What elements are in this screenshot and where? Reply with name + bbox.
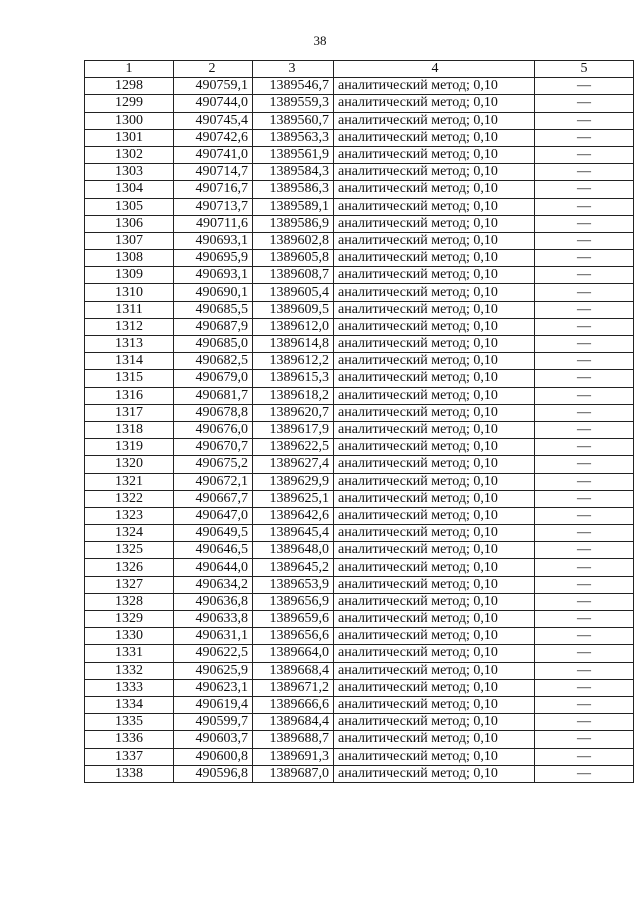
y-coordinate-cell: 1389546,7 — [253, 78, 334, 95]
point-number-cell: 1314 — [85, 353, 174, 370]
point-number-cell: 1306 — [85, 215, 174, 232]
table-row — [85, 353, 634, 370]
y-coordinate-cell: 1389659,6 — [253, 611, 334, 628]
point-number-cell: 1308 — [85, 250, 174, 267]
x-coordinate-cell: 490646,5 — [174, 542, 253, 559]
point-number-cell: 1310 — [85, 284, 174, 301]
table-row — [85, 525, 634, 542]
point-number-cell: 1329 — [85, 611, 174, 628]
method-cell: аналитический метод; 0,10 — [334, 576, 535, 593]
note-cell: — — [535, 748, 634, 765]
method-cell: аналитический метод; 0,10 — [334, 250, 535, 267]
method-cell: аналитический метод; 0,10 — [334, 593, 535, 610]
x-coordinate-cell: 490603,7 — [174, 731, 253, 748]
y-coordinate-cell: 1389691,3 — [253, 748, 334, 765]
table-row — [85, 473, 634, 490]
method-cell: аналитический метод; 0,10 — [334, 696, 535, 713]
table-row — [85, 336, 634, 353]
x-coordinate-cell: 490742,6 — [174, 129, 253, 146]
note-cell: — — [535, 662, 634, 679]
method-cell: аналитический метод; 0,10 — [334, 748, 535, 765]
x-coordinate-cell: 490678,8 — [174, 404, 253, 421]
note-cell: — — [535, 112, 634, 129]
x-coordinate-cell: 490687,9 — [174, 318, 253, 335]
note-cell: — — [535, 559, 634, 576]
note-cell: — — [535, 421, 634, 438]
note-cell: — — [535, 507, 634, 524]
table-row — [85, 78, 634, 95]
method-cell: аналитический метод; 0,10 — [334, 232, 535, 249]
x-coordinate-cell: 490649,5 — [174, 525, 253, 542]
method-cell: аналитический метод; 0,10 — [334, 267, 535, 284]
x-coordinate-cell: 490714,7 — [174, 164, 253, 181]
x-coordinate-cell: 490693,1 — [174, 267, 253, 284]
table-row — [85, 301, 634, 318]
table-row — [85, 628, 634, 645]
y-coordinate-cell: 1389645,4 — [253, 525, 334, 542]
point-number-cell: 1330 — [85, 628, 174, 645]
y-coordinate-cell: 1389668,4 — [253, 662, 334, 679]
table-body — [85, 78, 634, 783]
note-cell: — — [535, 353, 634, 370]
x-coordinate-cell: 490622,5 — [174, 645, 253, 662]
x-coordinate-cell: 490681,7 — [174, 387, 253, 404]
y-coordinate-cell: 1389642,6 — [253, 507, 334, 524]
y-coordinate-cell: 1389648,0 — [253, 542, 334, 559]
method-cell: аналитический метод; 0,10 — [334, 714, 535, 731]
y-coordinate-cell: 1389563,3 — [253, 129, 334, 146]
method-cell: аналитический метод; 0,10 — [334, 525, 535, 542]
y-coordinate-cell: 1389653,9 — [253, 576, 334, 593]
x-coordinate-cell: 490713,7 — [174, 198, 253, 215]
point-number-cell: 1325 — [85, 542, 174, 559]
note-cell: — — [535, 542, 634, 559]
table-row — [85, 542, 634, 559]
y-coordinate-cell: 1389589,1 — [253, 198, 334, 215]
method-cell: аналитический метод; 0,10 — [334, 164, 535, 181]
method-cell: аналитический метод; 0,10 — [334, 78, 535, 95]
table-row — [85, 748, 634, 765]
table-row — [85, 284, 634, 301]
column-header-1: 1 — [85, 61, 174, 78]
x-coordinate-cell: 490633,8 — [174, 611, 253, 628]
x-coordinate-cell: 490672,1 — [174, 473, 253, 490]
method-cell: аналитический метод; 0,10 — [334, 765, 535, 782]
method-cell: аналитический метод; 0,10 — [334, 198, 535, 215]
y-coordinate-cell: 1389612,0 — [253, 318, 334, 335]
table-row — [85, 611, 634, 628]
y-coordinate-cell: 1389602,8 — [253, 232, 334, 249]
point-number-cell: 1317 — [85, 404, 174, 421]
note-cell: — — [535, 336, 634, 353]
method-cell: аналитический метод; 0,10 — [334, 645, 535, 662]
method-cell: аналитический метод; 0,10 — [334, 215, 535, 232]
y-coordinate-cell: 1389608,7 — [253, 267, 334, 284]
point-number-cell: 1322 — [85, 490, 174, 507]
note-cell: — — [535, 318, 634, 335]
x-coordinate-cell: 490599,7 — [174, 714, 253, 731]
table-row — [85, 232, 634, 249]
method-cell: аналитический метод; 0,10 — [334, 146, 535, 163]
table-row — [85, 112, 634, 129]
x-coordinate-cell: 490619,4 — [174, 696, 253, 713]
x-coordinate-cell: 490745,4 — [174, 112, 253, 129]
y-coordinate-cell: 1389617,9 — [253, 421, 334, 438]
y-coordinate-cell: 1389605,8 — [253, 250, 334, 267]
x-coordinate-cell: 490670,7 — [174, 439, 253, 456]
note-cell: — — [535, 576, 634, 593]
y-coordinate-cell: 1389627,4 — [253, 456, 334, 473]
point-number-cell: 1328 — [85, 593, 174, 610]
table-row — [85, 198, 634, 215]
y-coordinate-cell: 1389605,4 — [253, 284, 334, 301]
x-coordinate-cell: 490623,1 — [174, 679, 253, 696]
point-number-cell: 1320 — [85, 456, 174, 473]
method-cell: аналитический метод; 0,10 — [334, 387, 535, 404]
point-number-cell: 1299 — [85, 95, 174, 112]
point-number-cell: 1303 — [85, 164, 174, 181]
y-coordinate-cell: 1389586,9 — [253, 215, 334, 232]
y-coordinate-cell: 1389615,3 — [253, 370, 334, 387]
table-row — [85, 129, 634, 146]
method-cell: аналитический метод; 0,10 — [334, 284, 535, 301]
point-number-cell: 1316 — [85, 387, 174, 404]
table-row — [85, 576, 634, 593]
note-cell: — — [535, 611, 634, 628]
page-number: 38 — [313, 33, 327, 48]
table-row — [85, 645, 634, 662]
x-coordinate-cell: 490679,0 — [174, 370, 253, 387]
method-cell: аналитический метод; 0,10 — [334, 421, 535, 438]
x-coordinate-cell: 490685,0 — [174, 336, 253, 353]
y-coordinate-cell: 1389687,0 — [253, 765, 334, 782]
column-header-4: 4 — [334, 61, 535, 78]
table-row — [85, 714, 634, 731]
x-coordinate-cell: 490741,0 — [174, 146, 253, 163]
point-number-cell: 1300 — [85, 112, 174, 129]
table-row — [85, 696, 634, 713]
point-number-cell: 1323 — [85, 507, 174, 524]
method-cell: аналитический метод; 0,10 — [334, 473, 535, 490]
table-row — [85, 95, 634, 112]
note-cell: — — [535, 387, 634, 404]
y-coordinate-cell: 1389618,2 — [253, 387, 334, 404]
point-number-cell: 1321 — [85, 473, 174, 490]
point-number-cell: 1327 — [85, 576, 174, 593]
y-coordinate-cell: 1389560,7 — [253, 112, 334, 129]
point-number-cell: 1313 — [85, 336, 174, 353]
note-cell: — — [535, 679, 634, 696]
method-cell: аналитический метод; 0,10 — [334, 112, 535, 129]
note-cell: — — [535, 490, 634, 507]
point-number-cell: 1336 — [85, 731, 174, 748]
note-cell: — — [535, 215, 634, 232]
table-row — [85, 421, 634, 438]
table-row — [85, 387, 634, 404]
point-number-cell: 1312 — [85, 318, 174, 335]
point-number-cell: 1315 — [85, 370, 174, 387]
y-coordinate-cell: 1389629,9 — [253, 473, 334, 490]
method-cell: аналитический метод; 0,10 — [334, 318, 535, 335]
method-cell: аналитический метод; 0,10 — [334, 628, 535, 645]
note-cell: — — [535, 146, 634, 163]
y-coordinate-cell: 1389559,3 — [253, 95, 334, 112]
x-coordinate-cell: 490690,1 — [174, 284, 253, 301]
note-cell: — — [535, 232, 634, 249]
table-header-row — [85, 61, 634, 78]
note-cell: — — [535, 525, 634, 542]
method-cell: аналитический метод; 0,10 — [334, 490, 535, 507]
x-coordinate-cell: 490676,0 — [174, 421, 253, 438]
x-coordinate-cell: 490682,5 — [174, 353, 253, 370]
table-row — [85, 318, 634, 335]
y-coordinate-cell: 1389561,9 — [253, 146, 334, 163]
y-coordinate-cell: 1389625,1 — [253, 490, 334, 507]
x-coordinate-cell: 490759,1 — [174, 78, 253, 95]
method-cell: аналитический метод; 0,10 — [334, 662, 535, 679]
point-number-cell: 1305 — [85, 198, 174, 215]
note-cell: — — [535, 714, 634, 731]
note-cell: — — [535, 696, 634, 713]
method-cell: аналитический метод; 0,10 — [334, 456, 535, 473]
point-number-cell: 1318 — [85, 421, 174, 438]
y-coordinate-cell: 1389586,3 — [253, 181, 334, 198]
y-coordinate-cell: 1389656,9 — [253, 593, 334, 610]
y-coordinate-cell: 1389666,6 — [253, 696, 334, 713]
table-row — [85, 404, 634, 421]
point-number-cell: 1332 — [85, 662, 174, 679]
table-row — [85, 662, 634, 679]
point-number-cell: 1301 — [85, 129, 174, 146]
note-cell: — — [535, 473, 634, 490]
point-number-cell: 1338 — [85, 765, 174, 782]
point-number-cell: 1302 — [85, 146, 174, 163]
x-coordinate-cell: 490695,9 — [174, 250, 253, 267]
column-header-2: 2 — [174, 61, 253, 78]
table-row — [85, 267, 634, 284]
point-number-cell: 1326 — [85, 559, 174, 576]
method-cell: аналитический метод; 0,10 — [334, 370, 535, 387]
method-cell: аналитический метод; 0,10 — [334, 559, 535, 576]
table-row — [85, 507, 634, 524]
note-cell: — — [535, 129, 634, 146]
point-number-cell: 1335 — [85, 714, 174, 731]
method-cell: аналитический метод; 0,10 — [334, 301, 535, 318]
x-coordinate-cell: 490667,7 — [174, 490, 253, 507]
method-cell: аналитический метод; 0,10 — [334, 542, 535, 559]
y-coordinate-cell: 1389609,5 — [253, 301, 334, 318]
x-coordinate-cell: 490716,7 — [174, 181, 253, 198]
note-cell: — — [535, 731, 634, 748]
point-number-cell: 1334 — [85, 696, 174, 713]
y-coordinate-cell: 1389684,4 — [253, 714, 334, 731]
table-row — [85, 164, 634, 181]
method-cell: аналитический метод; 0,10 — [334, 353, 535, 370]
method-cell: аналитический метод; 0,10 — [334, 336, 535, 353]
x-coordinate-cell: 490647,0 — [174, 507, 253, 524]
method-cell: аналитический метод; 0,10 — [334, 404, 535, 421]
table-row — [85, 456, 634, 473]
point-number-cell: 1304 — [85, 181, 174, 198]
x-coordinate-cell: 490625,9 — [174, 662, 253, 679]
x-coordinate-cell: 490644,0 — [174, 559, 253, 576]
column-header-3: 3 — [253, 61, 334, 78]
coordinates-table — [84, 60, 634, 783]
table-row — [85, 679, 634, 696]
table-row — [85, 765, 634, 782]
note-cell: — — [535, 181, 634, 198]
y-coordinate-cell: 1389671,2 — [253, 679, 334, 696]
x-coordinate-cell: 490634,2 — [174, 576, 253, 593]
y-coordinate-cell: 1389656,6 — [253, 628, 334, 645]
y-coordinate-cell: 1389612,2 — [253, 353, 334, 370]
x-coordinate-cell: 490600,8 — [174, 748, 253, 765]
method-cell: аналитический метод; 0,10 — [334, 129, 535, 146]
x-coordinate-cell: 490693,1 — [174, 232, 253, 249]
table-row — [85, 731, 634, 748]
x-coordinate-cell: 490685,5 — [174, 301, 253, 318]
x-coordinate-cell: 490631,1 — [174, 628, 253, 645]
point-number-cell: 1311 — [85, 301, 174, 318]
note-cell: — — [535, 301, 634, 318]
x-coordinate-cell: 490675,2 — [174, 456, 253, 473]
note-cell: — — [535, 765, 634, 782]
column-header-5: 5 — [535, 61, 634, 78]
x-coordinate-cell: 490636,8 — [174, 593, 253, 610]
y-coordinate-cell: 1389584,3 — [253, 164, 334, 181]
note-cell: — — [535, 456, 634, 473]
note-cell: — — [535, 645, 634, 662]
table-row — [85, 146, 634, 163]
x-coordinate-cell: 490711,6 — [174, 215, 253, 232]
method-cell: аналитический метод; 0,10 — [334, 611, 535, 628]
method-cell: аналитический метод; 0,10 — [334, 181, 535, 198]
point-number-cell: 1337 — [85, 748, 174, 765]
note-cell: — — [535, 267, 634, 284]
point-number-cell: 1307 — [85, 232, 174, 249]
point-number-cell: 1333 — [85, 679, 174, 696]
y-coordinate-cell: 1389622,5 — [253, 439, 334, 456]
note-cell: — — [535, 404, 634, 421]
table-row — [85, 181, 634, 198]
method-cell: аналитический метод; 0,10 — [334, 439, 535, 456]
table-row — [85, 559, 634, 576]
x-coordinate-cell: 490596,8 — [174, 765, 253, 782]
note-cell: — — [535, 78, 634, 95]
note-cell: — — [535, 198, 634, 215]
point-number-cell: 1309 — [85, 267, 174, 284]
method-cell: аналитический метод; 0,10 — [334, 679, 535, 696]
table-row — [85, 439, 634, 456]
point-number-cell: 1331 — [85, 645, 174, 662]
y-coordinate-cell: 1389664,0 — [253, 645, 334, 662]
y-coordinate-cell: 1389645,2 — [253, 559, 334, 576]
point-number-cell: 1298 — [85, 78, 174, 95]
y-coordinate-cell: 1389614,8 — [253, 336, 334, 353]
table-row — [85, 490, 634, 507]
table-row — [85, 370, 634, 387]
x-coordinate-cell: 490744,0 — [174, 95, 253, 112]
note-cell: — — [535, 593, 634, 610]
note-cell: — — [535, 284, 634, 301]
note-cell: — — [535, 164, 634, 181]
note-cell: — — [535, 439, 634, 456]
method-cell: аналитический метод; 0,10 — [334, 731, 535, 748]
note-cell: — — [535, 95, 634, 112]
note-cell: — — [535, 250, 634, 267]
y-coordinate-cell: 1389688,7 — [253, 731, 334, 748]
point-number-cell: 1319 — [85, 439, 174, 456]
table-row — [85, 215, 634, 232]
table-row — [85, 593, 634, 610]
point-number-cell: 1324 — [85, 525, 174, 542]
method-cell: аналитический метод; 0,10 — [334, 95, 535, 112]
y-coordinate-cell: 1389620,7 — [253, 404, 334, 421]
note-cell: — — [535, 370, 634, 387]
method-cell: аналитический метод; 0,10 — [334, 507, 535, 524]
table-row — [85, 250, 634, 267]
note-cell: — — [535, 628, 634, 645]
